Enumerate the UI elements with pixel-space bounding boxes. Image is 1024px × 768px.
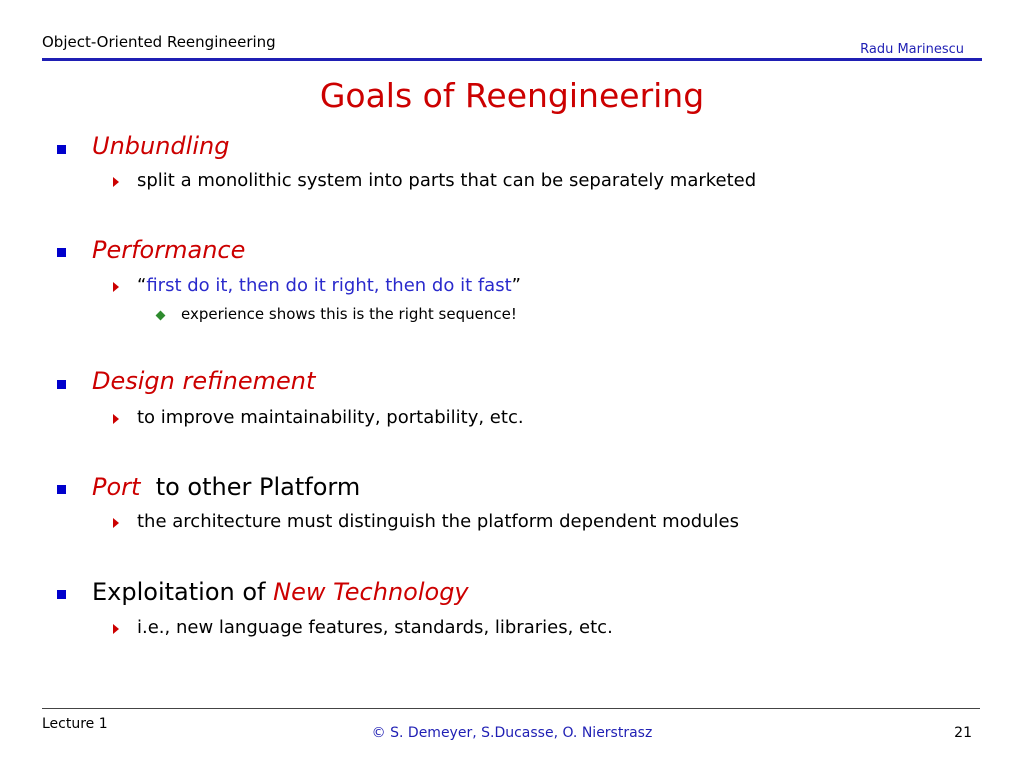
arrow-bullet-icon (113, 177, 119, 187)
footer-divider (42, 708, 980, 709)
bullet-label: Unbundling (92, 132, 230, 160)
diamond-bullet-icon (156, 311, 166, 321)
sub-bullet-text: i.e., new language features, standards, libraries, etc. (137, 617, 613, 638)
bullet-label-emphasis: New Technology (273, 578, 469, 606)
header-divider (42, 58, 982, 61)
bullet-label: Performance (92, 236, 246, 264)
lecture-label: Lecture 1 (42, 716, 108, 732)
slide-title: Goals of Reengineering (319, 76, 705, 115)
sub-bullet-quote (137, 275, 521, 296)
bullet-label-rest: to other Platform (140, 473, 361, 501)
arrow-bullet-icon (113, 414, 119, 424)
square-bullet-icon (57, 590, 66, 599)
arrow-bullet-icon (113, 518, 119, 528)
bullet-item-performance (92, 236, 245, 264)
bullet-item-design-refinement (92, 367, 315, 395)
square-bullet-icon (57, 380, 66, 389)
bullet-label-lead: Exploitation of (92, 578, 274, 606)
bullet-item-exploitation (92, 578, 469, 606)
arrow-bullet-icon (113, 624, 119, 634)
open-quote: “ (137, 275, 147, 296)
square-bullet-icon (57, 485, 66, 494)
bullet-label: Design refinement (92, 367, 316, 395)
square-bullet-icon (57, 145, 66, 154)
sub-sub-bullet-text: experience shows this is the right sequence! (181, 305, 517, 323)
page-number: 21 (954, 725, 972, 741)
bullet-item-port (92, 473, 360, 501)
copyright-text: © S. Demeyer, S.Ducasse, O. Nierstrasz (371, 725, 653, 741)
square-bullet-icon (57, 248, 66, 257)
close-quote: ” (511, 275, 521, 296)
author-name: Radu Marinescu (860, 42, 964, 57)
sub-bullet-text: the architecture must distinguish the platform dependent modules (137, 511, 740, 532)
bullet-item-unbundling (92, 132, 229, 160)
course-title: Object-Oriented Reengineering (42, 33, 276, 51)
bullet-label-emphasis: Port (92, 473, 141, 501)
sub-bullet-text: to improve maintainability, portability, etc. (137, 407, 524, 428)
sub-bullet-text: split a monolithic system into parts that can be separately marketed (137, 170, 757, 191)
arrow-bullet-icon (113, 282, 119, 292)
quote-text: first do it, then do it right, then do it fast (146, 275, 512, 296)
